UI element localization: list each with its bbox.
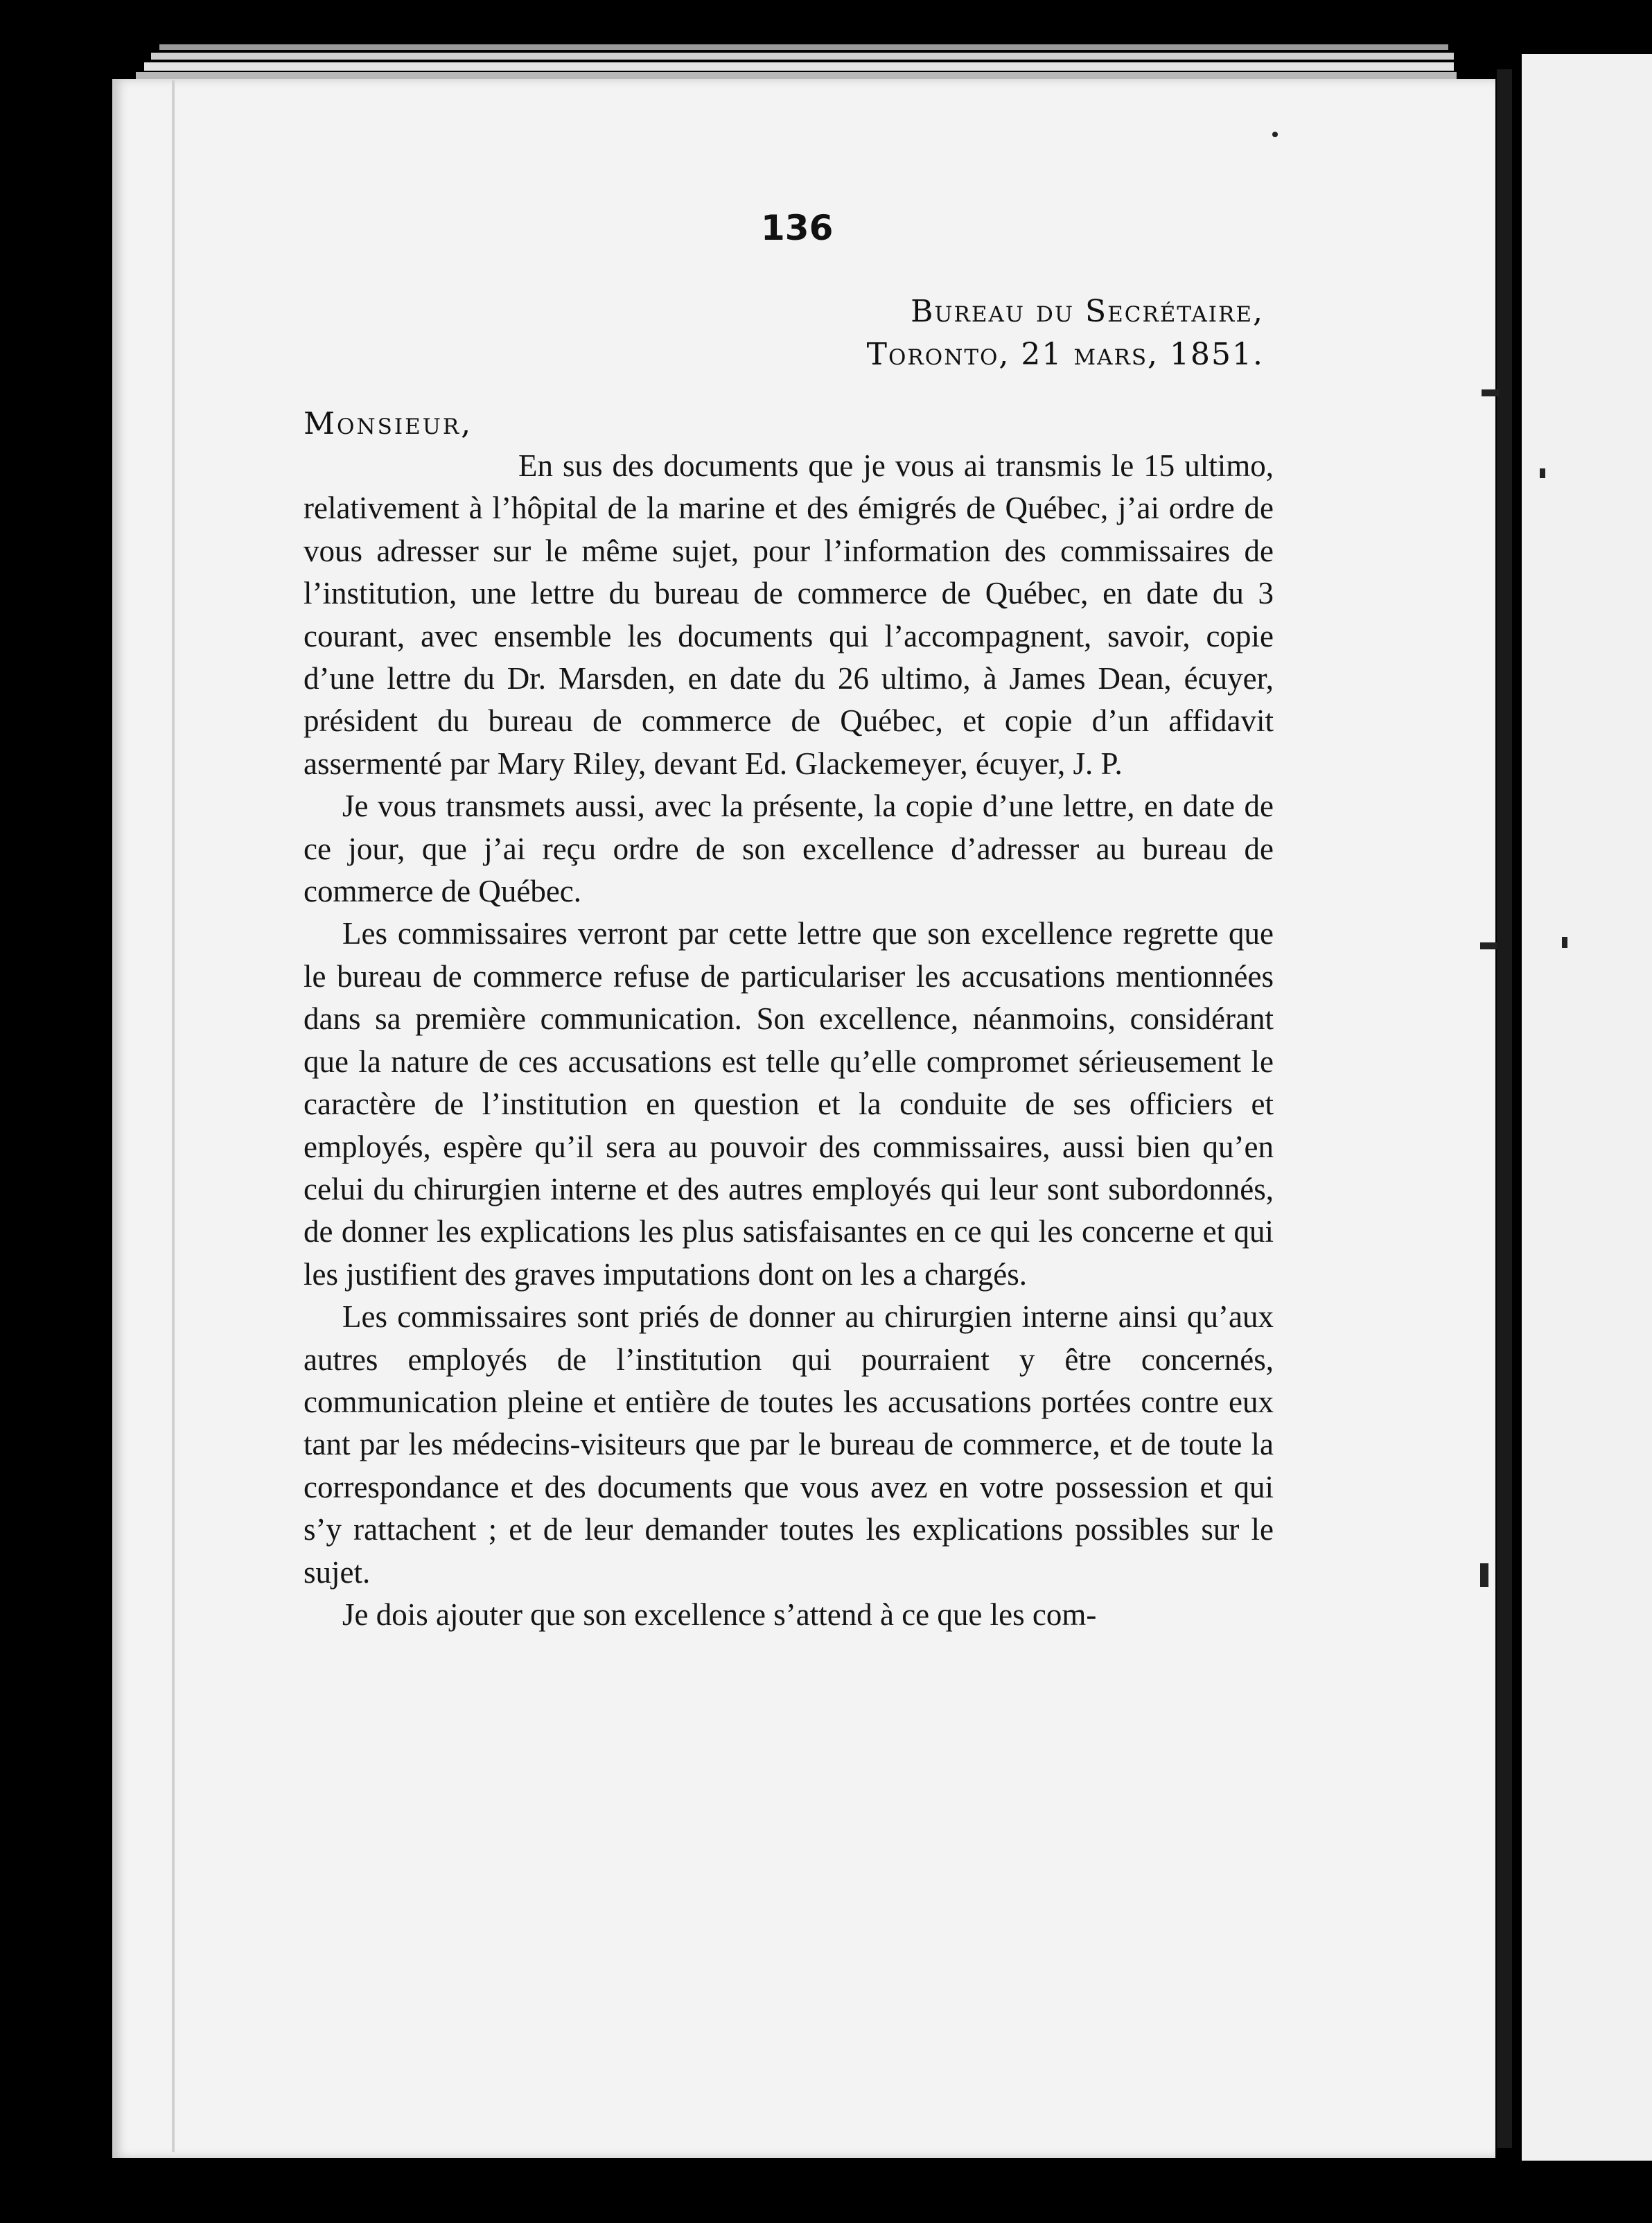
- letter-office: Bureau du Secrétaire,: [911, 294, 1264, 329]
- scan-speck: [1540, 468, 1545, 478]
- letter-place-date: Toronto, 21 mars, 1851.: [866, 337, 1264, 372]
- adjacent-page: [1522, 54, 1652, 2161]
- scan-speck: [1480, 1563, 1488, 1587]
- paragraph: En sus des documents que je vous ai transmis le 15 ultimo, relativement à l’hôpital de la marine et des émigrés de Québec, j’ai ordre de vous adresser sur le même sujet, pour l’information des commissaires de l’institution, une lettre du bureau de commerce de Québec, en date du 3 courant, avec ensemble les documents qui l’accompagnent, savoir, copie d’une lettre du Dr. Marsden, en date du 26 ultimo, à James Dean, écuyer, président du bureau de commerce de Québec, et copie d’un affidavit assermenté par Mary Riley, devant Ed. Glackemeyer, écuyer, J. P.: [304, 448, 1274, 781]
- letter-salutation: Monsieur,: [304, 406, 473, 441]
- scan-speck: [1272, 132, 1278, 137]
- page-edge: [144, 62, 1454, 71]
- page-edge: [151, 53, 1454, 60]
- scan-speck: [1480, 942, 1497, 949]
- scan-speck: [1482, 389, 1500, 396]
- binding-edge: [1497, 69, 1512, 2148]
- page-edge: [159, 44, 1448, 50]
- scan-speck: [1562, 937, 1567, 948]
- paragraph: Je vous transmets aussi, avec la présente, la copie d’une lettre, en date de ce jour, que j’ai reçu ordre de son excellence d’adresser au bureau de commerce de Québec.: [304, 789, 1274, 909]
- page-edge: [136, 72, 1457, 79]
- paragraph: Les commissaires sont priés de donner au chirurgien interne ainsi qu’aux autres employés de l’institution qui pourraient y être concernés, communication pleine et entière de toutes les accusations portées contre eux tant par les médecins-visiteurs que par le bureau de commerce, et de toute la correspondance et des documents que vous avez en votre possession et qui s’y rattachent ; et de leur demander toutes les explications possibles sur le sujet.: [304, 1299, 1274, 1590]
- page-number: 136: [761, 208, 834, 248]
- paragraph: Les commissaires verront par cette lettre que son excellence regrette que le bureau de commerce refuse de particulariser les accusations mentionnées dans sa première communication. Son excellence, néanmoins, considérant que la nature de ces accusations est telle qu’elle compromet sérieusement le caractère de l’institution en question et la conduite de ses officiers et employés, espère qu’il sera au pouvoir des commissaires, aussi bien qu’en celui du chirurgien interne et des autres employés qui leur sont subordonnés, de donner les explications les plus satisfaisantes en ce qui les concerne et qui les justifient des graves imputations dont on les a chargés.: [304, 916, 1274, 1292]
- paragraph: Je dois ajouter que son excellence s’attend à ce que les com-: [342, 1597, 1097, 1632]
- page-fold-line: [172, 80, 175, 2152]
- letter-body: [304, 445, 1274, 1636]
